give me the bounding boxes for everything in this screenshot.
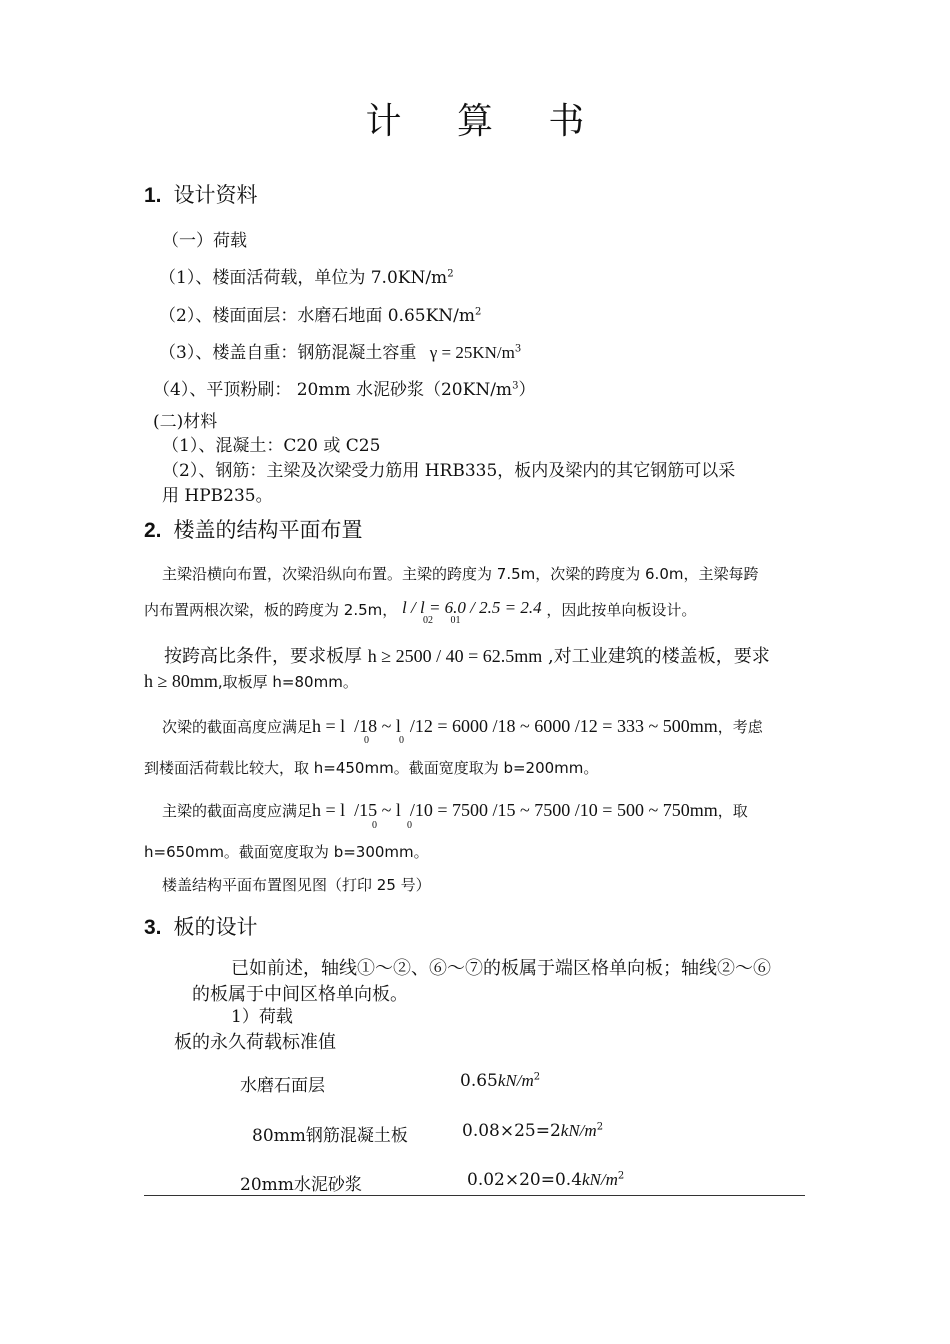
formula-subscripts: 02 01 (423, 615, 461, 626)
section-title: 楼盖的结构平面布置 (173, 518, 363, 542)
slab-load-heading: 1）荷载 (231, 1007, 293, 1027)
section-number: 3. (144, 916, 162, 939)
section-number: 2. (144, 519, 162, 542)
load-item-text: ） (518, 380, 536, 400)
material-item-2-cont: 用 HPB235。 (162, 486, 273, 506)
load-row-value (462, 1121, 603, 1141)
paragraph-text: 主梁的截面高度应满足 (162, 802, 313, 820)
table-bottom-rule (144, 1195, 805, 1196)
load-row (240, 1071, 325, 1096)
layout-paragraph-1: 主梁沿横向布置，次梁沿纵向布置。主梁的跨度为 7.5m，次梁的跨度为 6.0m，主梁每跨 (162, 565, 759, 583)
slab-paragraph: 已如前述，轴线①～②、⑥～⑦的板属于端区格单向板；轴线②～⑥ (231, 958, 771, 979)
superscript: 2 (475, 306, 482, 318)
layout-paragraph-2-cont (144, 671, 358, 693)
section-number: 1. (144, 184, 162, 207)
paragraph-text: ，因此按单向板设计。 (546, 601, 697, 619)
paragraph-text: 内布置两根次梁，板的跨度为 2.5m， (144, 601, 398, 619)
paragraph-text: ，取 (717, 802, 748, 820)
paragraph-text: 次梁的截面高度应满足 (162, 718, 313, 736)
layout-paragraph-4 (162, 800, 748, 822)
thickness-formula: h ≥ 80mm (144, 671, 218, 691)
load-item-text: （2）、楼面面层：水磨石地面 0.65KN/m (159, 306, 475, 326)
secondary-beam-formula: h = l /18 ~ l /12 = 6000 /18 ~ 6000 /12 = 333 ~ 500mm (312, 716, 718, 736)
section-heading-2 (144, 518, 363, 543)
section-title: 板的设计 (173, 915, 258, 939)
layout-figure-note: 楼盖结构平面布置图见图（打印 25 号） (162, 876, 431, 894)
load-item-1 (159, 268, 454, 288)
slab-paragraph-cont: 的板属于中间区格单向板。 (192, 984, 408, 1005)
paragraph-text: ，考虑 (717, 718, 763, 736)
section-heading-1 (144, 183, 258, 208)
load-unit: kN/m (497, 1071, 534, 1090)
superscript: 2 (447, 268, 454, 280)
layout-paragraph-2 (164, 646, 770, 668)
load-item-text: （3）、楼盖自重：钢筋混凝土容重 (159, 343, 417, 363)
layout-paragraph-3-cont: 到楼面活荷载比较大，取 h=450mm。截面宽度取为 b=200mm。 (144, 759, 599, 777)
load-value: 0.65 (460, 1071, 498, 1091)
load-item-3 (159, 343, 521, 363)
load-row-name: 水磨石面层 (240, 1076, 325, 1096)
section-heading-3 (144, 915, 258, 940)
superscript: 2 (617, 1170, 625, 1182)
formula-text: l / l = 6.0 / 2.5 = 2.4 (402, 598, 542, 617)
load-unit: kN/m (560, 1121, 597, 1140)
formula-subscripts: 0 0 (364, 735, 404, 746)
superscript: 3 (514, 343, 522, 355)
main-beam-formula: h = l /15 ~ l /10 = 7500 /15 ~ 7500 /10 = 500 ~ 750mm (312, 800, 718, 820)
load-item-text: （1）、楼面活荷载，单位为 7.0KN/m (159, 268, 448, 288)
load-row-name: 80mm钢筋混凝土板 (252, 1126, 408, 1146)
density-formula: γ = 25KN/m (429, 343, 515, 362)
superscript: 2 (533, 1071, 541, 1083)
page-title: 计 算 书 (365, 101, 607, 142)
materials-heading: (二)材料 (153, 412, 218, 432)
thickness-formula: h ≥ 2500 / 40 = 62.5mm (367, 646, 543, 666)
load-row (252, 1121, 408, 1146)
load-item-4 (153, 380, 535, 400)
paragraph-text: 按跨高比条件，要求板厚 (164, 646, 362, 667)
load-value: 0.08×25=2 (462, 1121, 561, 1141)
load-row-name: 20mm水泥砂浆 (240, 1175, 362, 1195)
load-item-text: （4）、平顶粉刷： 20mm 水泥砂浆（20KN/m (153, 380, 513, 400)
load-row-value (460, 1071, 540, 1091)
loads-heading: （一）荷载 (162, 231, 247, 251)
load-value: 0.02×20=0.4 (467, 1170, 583, 1190)
material-item-1: （1）、混凝土：C20 或 C25 (162, 436, 381, 456)
layout-paragraph-3 (162, 716, 763, 738)
formula-subscripts: 0 0 (372, 820, 412, 831)
material-item-2: （2）、钢筋：主梁及次梁受力筋用 HRB335，板内及梁内的其它钢筋可以采 (162, 461, 736, 481)
load-unit: kN/m (582, 1170, 618, 1189)
layout-paragraph-4-cont: h=650mm。截面宽度取为 b=300mm。 (144, 843, 429, 861)
slab-permanent-load-heading: 板的永久荷载标准值 (174, 1032, 336, 1053)
load-row (240, 1170, 362, 1195)
load-row-value (467, 1170, 624, 1190)
load-item-2 (159, 306, 481, 326)
superscript: 2 (596, 1121, 604, 1133)
section-title: 设计资料 (173, 183, 258, 207)
paragraph-text: ,取板厚 h=80mm。 (217, 673, 358, 691)
superscript: 3 (512, 380, 519, 392)
layout-paragraph-1-cont (144, 600, 696, 620)
paragraph-text: ,对工业建筑的楼盖板，要求 (548, 646, 770, 667)
